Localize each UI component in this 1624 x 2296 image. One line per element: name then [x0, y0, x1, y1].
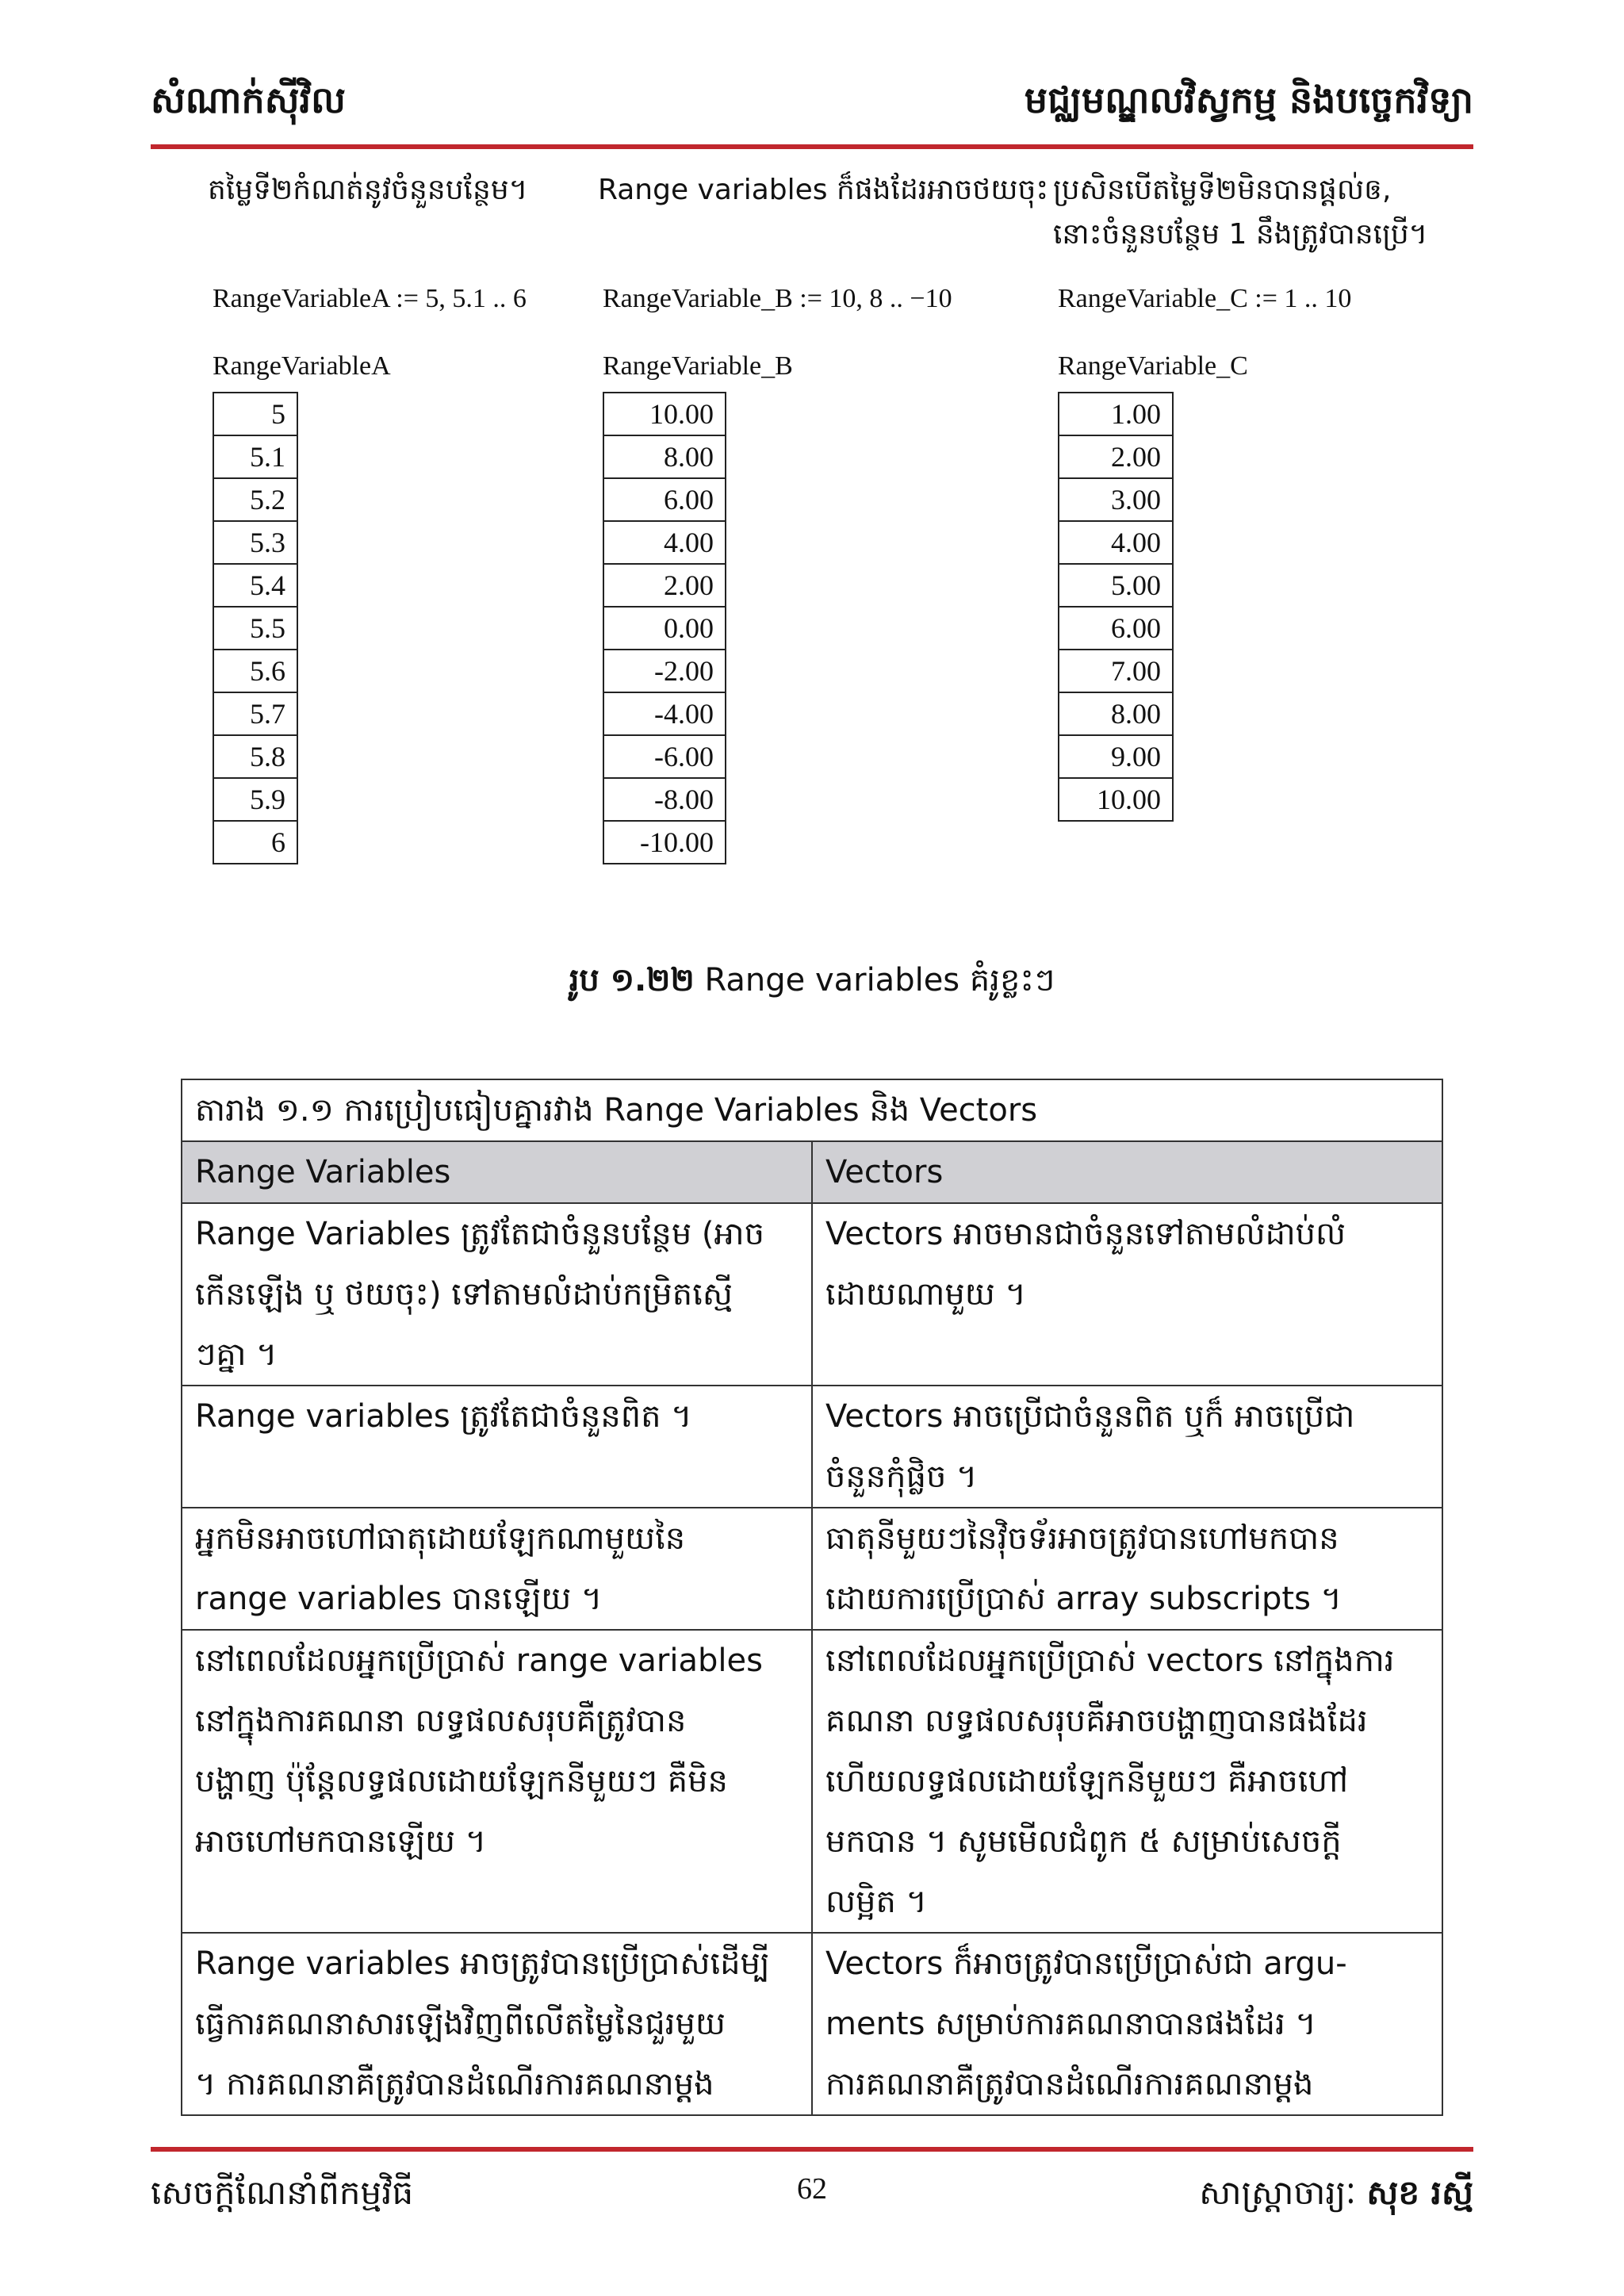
column-b-definition: RangeVariable_B := 10, 8 .. −10 — [603, 284, 952, 313]
column-b-array — [603, 392, 726, 864]
array-row — [213, 435, 297, 478]
array-cell: 7.00 — [1059, 650, 1173, 692]
vectors-cell — [812, 1933, 1442, 2115]
column-a-definition: RangeVariableA := 5, 5.1 .. 6 — [213, 284, 527, 313]
cell-line: Vectors ក៏អាចត្រូវបានប្រើប្រាស់ជា argu- — [825, 1945, 1347, 1982]
range-variables-cell — [182, 1933, 812, 2115]
array-row — [1059, 650, 1173, 692]
table-title: តារាង ១.១ ការប្រៀបធៀបគ្នារវាង Range Variables និង Vectors — [182, 1079, 1442, 1141]
array-cell: 3.00 — [1059, 478, 1173, 521]
range-variables-cell — [182, 1630, 812, 1933]
header-range-variables: Range Variables — [182, 1141, 812, 1203]
array-cell: 2.00 — [1059, 435, 1173, 478]
array-row — [603, 650, 726, 692]
array-cell: 9.00 — [1059, 735, 1173, 778]
table-row — [182, 1630, 1442, 1933]
table-header-row — [182, 1141, 1442, 1203]
figure-label: រូប ១.២២ — [569, 962, 695, 999]
array-cell: 5.5 — [213, 607, 297, 650]
array-cell: 4.00 — [1059, 521, 1173, 564]
cell-line: ដោយណាមួយ ។ — [825, 1276, 1026, 1313]
column-c-note — [1053, 168, 1427, 257]
array-row — [1059, 478, 1173, 521]
cell-line: អាចហៅមកបានឡើយ ។ — [195, 1823, 487, 1860]
comparison-table — [181, 1079, 1443, 2116]
array-cell: -10.00 — [603, 821, 726, 864]
footer-rule — [151, 2147, 1473, 2152]
cell-line: range variables បានឡើយ ។ — [195, 1581, 603, 1617]
array-row — [1059, 435, 1173, 478]
cell-line: មកបាន ។ សូមមើលជំពូក ៥ សម្រាប់សេចក្តី — [825, 1823, 1342, 1860]
cell-line: Range Variables ត្រូវតែជាចំនួនបន្ថែម (អាច — [195, 1216, 765, 1252]
array-cell: 8.00 — [603, 435, 726, 478]
cell-line: លម្អិត ។ — [825, 1884, 927, 1920]
column-a-array — [213, 392, 298, 864]
array-row — [1059, 521, 1173, 564]
array-cell: 6.00 — [603, 478, 726, 521]
footer-left: សេចក្តីណែនាំពីកម្មវិធី — [151, 2173, 414, 2212]
column-c-array — [1058, 392, 1174, 822]
table-row — [182, 1933, 1442, 2115]
note-line: តម្លៃទី២កំណត់នូវចំនួនបន្ថែម។ — [208, 174, 528, 206]
column-c-name: RangeVariable_C — [1058, 351, 1248, 381]
table-row — [182, 1203, 1442, 1386]
column-b-name: RangeVariable_B — [603, 351, 793, 381]
array-row — [213, 650, 297, 692]
vectors-cell — [812, 1508, 1442, 1630]
array-cell: 2.00 — [603, 564, 726, 607]
cell-line: ដោយការប្រើប្រាស់ array subscripts ។ — [825, 1581, 1342, 1617]
author-name: សុខ រស្មី — [1366, 2173, 1473, 2212]
array-row — [1059, 564, 1173, 607]
array-row — [1059, 393, 1173, 435]
column-b-note — [598, 168, 1048, 213]
range-variables-cell — [182, 1508, 812, 1630]
array-cell: 5.9 — [213, 778, 297, 821]
note-line: Range variables ក៏ផងដែរអាចថយចុះ — [598, 174, 1049, 206]
array-cell: 8.00 — [1059, 692, 1173, 735]
array-row — [213, 478, 297, 521]
array-cell: 0.00 — [603, 607, 726, 650]
array-row — [1059, 778, 1173, 821]
author-label: សាស្ត្រាចារ្យៈ — [1199, 2173, 1367, 2212]
array-row — [603, 564, 726, 607]
array-row — [603, 435, 726, 478]
array-row — [603, 607, 726, 650]
array-row — [603, 521, 726, 564]
note-line: ប្រសិនបើតម្លៃទី២មិនបានផ្តល់ឲ, — [1053, 174, 1392, 206]
cell-line: ធាតុនីមួយៗនៃវ៉ិចទ័រអាចត្រូវបានហៅមកបាន — [825, 1520, 1339, 1557]
range-variables-cell — [182, 1203, 812, 1386]
array-cell: 5 — [213, 393, 297, 435]
array-cell: 5.00 — [1059, 564, 1173, 607]
table-row — [182, 1386, 1442, 1508]
cell-line: ។ ការគណនាគឺត្រូវបានដំណើរការគណនាម្តង — [195, 2066, 714, 2102]
array-row — [603, 692, 726, 735]
table-row — [182, 1508, 1442, 1630]
array-row — [1059, 607, 1173, 650]
array-cell: 5.7 — [213, 692, 297, 735]
vectors-cell — [812, 1630, 1442, 1933]
column-a-note — [208, 168, 527, 213]
array-cell: 4.00 — [603, 521, 726, 564]
cell-line: នៅពេលដែលអ្នកប្រើប្រាស់ vectors នៅក្នុងការ — [825, 1642, 1395, 1679]
cell-line: នៅពេលដែលអ្នកប្រើប្រាស់ range variables — [195, 1642, 763, 1679]
array-row — [213, 393, 297, 435]
page-number: 62 — [797, 2172, 827, 2206]
cell-line: ចំនួនកុំផ្លិច ។ — [825, 1458, 978, 1495]
array-row — [603, 478, 726, 521]
array-cell: -2.00 — [603, 650, 726, 692]
figure-text: Range variables គំរូខ្លះៗ — [694, 962, 1055, 999]
array-cell: 10.00 — [1059, 778, 1173, 821]
array-row — [213, 521, 297, 564]
cell-line: Vectors អាចប្រើជាចំនួនពិត ឬក៏ អាចប្រើជា — [825, 1398, 1355, 1435]
array-row — [213, 778, 297, 821]
cell-line: កើនឡើង ឬ ថយចុះ) ទៅតាមលំដាប់កម្រិតស្មើ — [195, 1276, 733, 1313]
array-row — [213, 564, 297, 607]
footer-right — [1199, 2171, 1473, 2221]
array-cell: -4.00 — [603, 692, 726, 735]
range-variables-cell — [182, 1386, 812, 1508]
column-c-definition: RangeVariable_C := 1 .. 10 — [1058, 284, 1352, 313]
cell-line: Range variables ត្រូវតែជាចំនួនពិត ។ — [195, 1398, 692, 1435]
array-cell: 10.00 — [603, 393, 726, 435]
cell-line: នៅក្នុងការគណនា លទ្ធផលសរុបគឺត្រូវបាន — [195, 1703, 687, 1739]
array-row — [1059, 735, 1173, 778]
cell-line: ធ្វើការគណនាសារឡើងវិញពីលើតម្លៃនៃជួរមួយ — [195, 2006, 726, 2042]
cell-line: បង្ហាញ ប៉ុន្តែលទ្ធផលដោយឡែកនីមួយៗ គឺមិន — [195, 1763, 728, 1800]
note-line: នោះចំនួនបន្ថែម 1 នឹងត្រូវបានប្រើ។ — [1053, 218, 1428, 251]
column-a-name: RangeVariableA — [213, 351, 391, 381]
array-cell: 5.2 — [213, 478, 297, 521]
array-cell: 5.3 — [213, 521, 297, 564]
cell-line: អ្នកមិនអាចហៅធាតុដោយឡែកណាមួយនៃ — [195, 1520, 686, 1557]
cell-line: ហើយលទ្ធផលដោយឡែកនីមួយៗ គឺអាចហៅ — [825, 1763, 1349, 1800]
array-cell: -8.00 — [603, 778, 726, 821]
cell-line: ៗគ្នា ។ — [195, 1336, 278, 1373]
table-title-row — [182, 1079, 1442, 1141]
array-cell: 5.1 — [213, 435, 297, 478]
array-row — [603, 821, 726, 864]
array-row — [603, 778, 726, 821]
vectors-cell — [812, 1386, 1442, 1508]
array-row — [213, 735, 297, 778]
cell-line: គណនា លទ្ធផលសរុបគឺអាចបង្ហាញបានផងដែរ — [825, 1703, 1368, 1739]
array-row — [213, 692, 297, 735]
header-rule — [151, 144, 1473, 149]
header-vectors: Vectors — [812, 1141, 1442, 1203]
array-cell: 1.00 — [1059, 393, 1173, 435]
cell-line: ments សម្រាប់ការគណនាបានផងដែរ ។ — [825, 2006, 1316, 2042]
header-right-title: មជ្ឈមណ្ឌលវិស្វកម្ម និងបច្ចេកវិទ្យា — [1024, 79, 1473, 121]
array-cell: 6 — [213, 821, 297, 864]
cell-line: Vectors អាចមានជាចំនួនទៅតាមលំដាប់លំ — [825, 1216, 1346, 1252]
array-row — [603, 393, 726, 435]
array-cell: -6.00 — [603, 735, 726, 778]
array-row — [603, 735, 726, 778]
vectors-cell — [812, 1203, 1442, 1386]
header-left-title: សំណាក់ស៊ីវិល — [151, 79, 346, 121]
figure-caption — [0, 960, 1624, 1006]
array-row — [1059, 692, 1173, 735]
array-row — [213, 607, 297, 650]
array-cell: 5.4 — [213, 564, 297, 607]
cell-line: ការគណនាគឺត្រូវបានដំណើរការគណនាម្តង — [825, 2066, 1314, 2102]
cell-line: Range variables អាចត្រូវបានប្រើប្រាស់ដើម្បី — [195, 1945, 770, 1982]
array-row — [213, 821, 297, 864]
array-cell: 5.6 — [213, 650, 297, 692]
array-cell: 6.00 — [1059, 607, 1173, 650]
array-cell: 5.8 — [213, 735, 297, 778]
